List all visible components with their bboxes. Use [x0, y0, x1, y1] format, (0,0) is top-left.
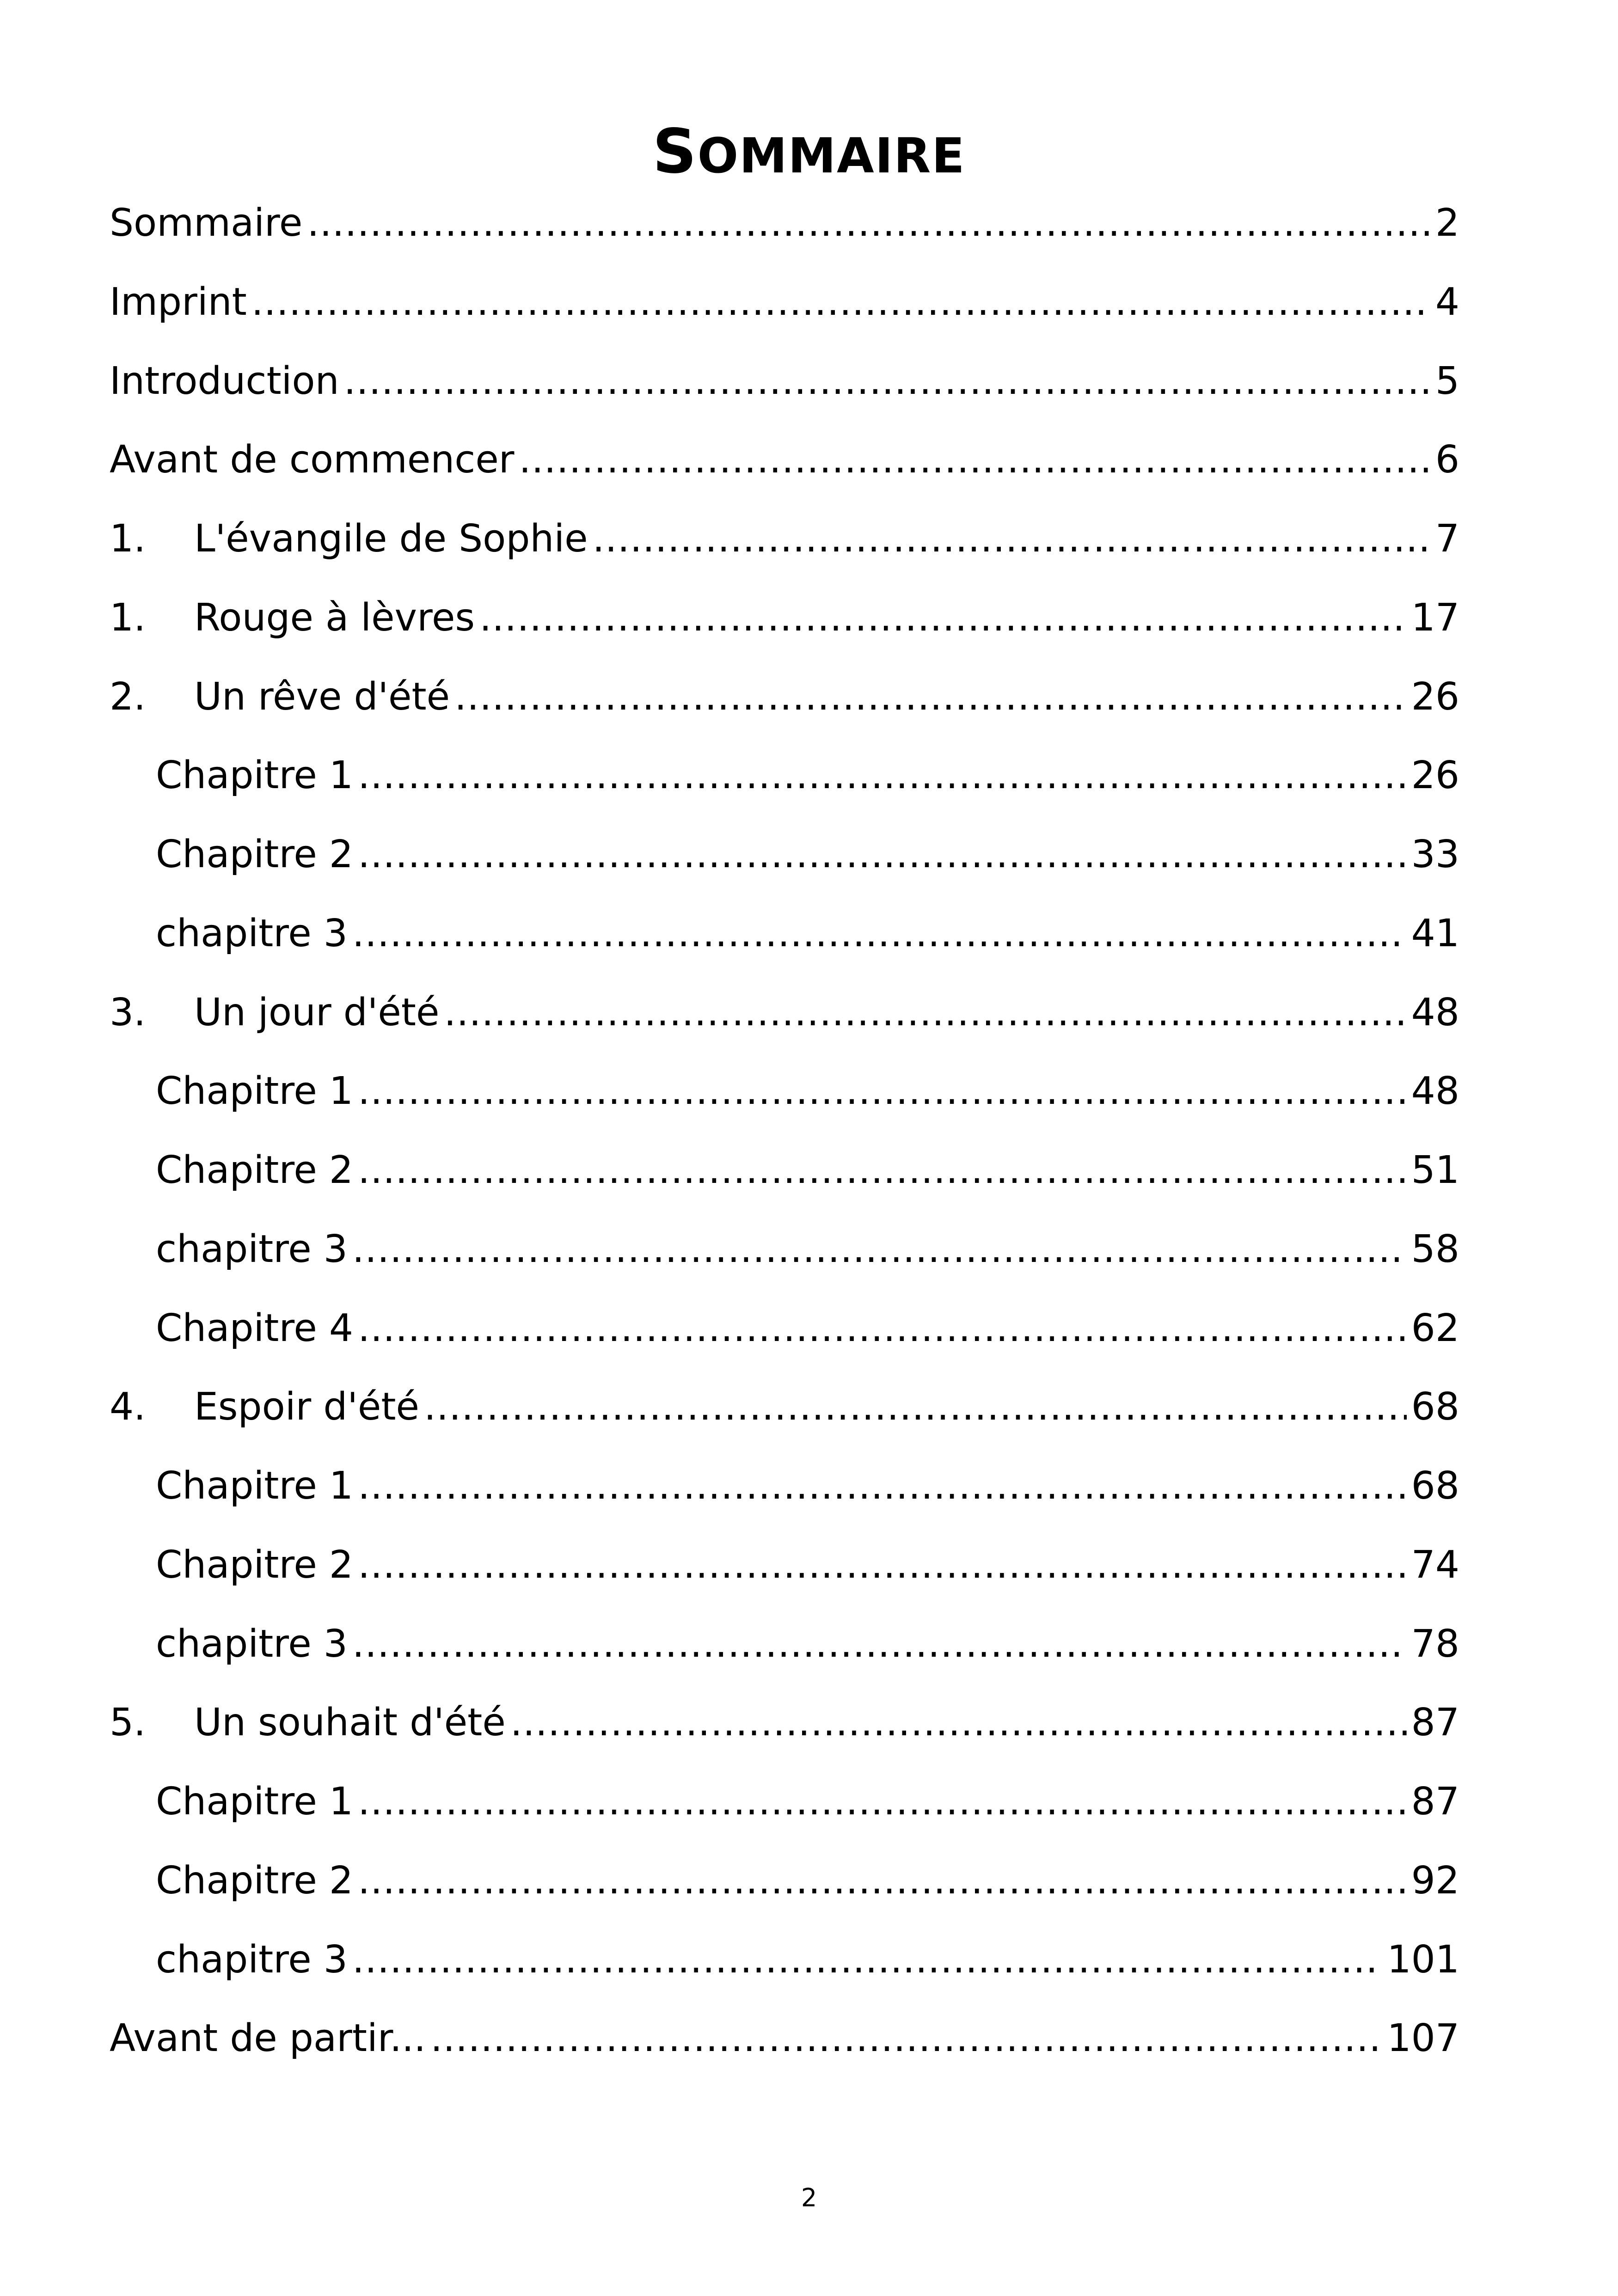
toc-dot-leader [358, 1774, 1407, 1830]
toc-dot-leader [358, 1458, 1407, 1514]
toc-entry-label: Imprint [110, 280, 247, 324]
toc-dot-leader [519, 432, 1431, 488]
toc-entry-page: 107 [1387, 2016, 1459, 2060]
toc-entry[interactable] [156, 748, 1459, 803]
toc-entry-page: 74 [1411, 1543, 1459, 1587]
toc-entry[interactable] [156, 1458, 1459, 1514]
toc-dot-leader [593, 511, 1431, 567]
toc-entry-page: 78 [1411, 1622, 1459, 1666]
toc-entry[interactable] [156, 1301, 1459, 1356]
toc-entry-label: chapitre 3 [156, 912, 348, 955]
toc-entry-label: L'évangile de Sophie [194, 517, 588, 561]
toc-entry[interactable] [156, 1616, 1459, 1672]
toc-entry-number: 2. [110, 675, 146, 719]
toc-entry-page: 48 [1411, 1069, 1459, 1113]
toc-dot-leader [510, 1695, 1407, 1751]
toc-entry[interactable] [156, 1774, 1459, 1830]
toc-entry[interactable] [156, 1537, 1459, 1593]
toc-entry-page: 41 [1411, 912, 1459, 955]
toc-entry-page: 26 [1411, 753, 1459, 797]
toc-dot-leader [358, 1537, 1407, 1593]
toc-entry[interactable] [110, 985, 1459, 1041]
toc-entry-label: Chapitre 2 [156, 1543, 354, 1587]
toc-entry-label: Chapitre 1 [156, 1780, 354, 1824]
toc-entry[interactable] [156, 1143, 1459, 1198]
toc-entry-label: Un souhait d'été [194, 1701, 506, 1745]
toc-entry-page: 58 [1411, 1227, 1459, 1271]
toc-entry-page: 87 [1411, 1780, 1459, 1824]
title-initial: S [652, 116, 698, 187]
toc-dot-leader [444, 985, 1406, 1041]
page-footer-number: 2 [801, 2183, 817, 2212]
toc-entry-page: 2 [1435, 201, 1459, 245]
toc-entry-label: chapitre 3 [156, 1622, 348, 1666]
toc-entry-number: 3. [110, 991, 146, 1035]
toc-entry-label: Introduction [110, 359, 339, 403]
toc-entry[interactable] [110, 2011, 1459, 2066]
toc-entry-label: Chapitre 1 [156, 1464, 354, 1508]
toc-dot-leader [424, 1379, 1407, 1435]
toc-entry-number: 5. [110, 1701, 146, 1745]
toc-entry[interactable] [110, 432, 1459, 488]
toc-entry-label: Chapitre 2 [156, 1859, 354, 1903]
toc-dot-leader [358, 748, 1407, 803]
toc-entry-label: Chapitre 2 [156, 833, 354, 876]
toc-dot-leader [307, 196, 1430, 251]
toc-entry[interactable] [110, 275, 1459, 330]
toc-dot-leader [358, 827, 1407, 882]
toc-entry-label: Chapitre 1 [156, 1069, 354, 1113]
toc-dot-leader [454, 669, 1407, 725]
toc-entry-label: Espoir d'été [194, 1385, 419, 1429]
toc-entry-label: Avant de partir... [110, 2016, 426, 2060]
toc-dot-leader [358, 1064, 1407, 1119]
toc-entry[interactable] [110, 1379, 1459, 1435]
toc-entry-page: 17 [1411, 596, 1459, 640]
toc-dot-leader [430, 2011, 1382, 2066]
toc-entry-page: 6 [1435, 438, 1459, 482]
toc-entry-number: 1. [110, 596, 146, 640]
toc-entry[interactable] [156, 1222, 1459, 1277]
title-rest: OMMAIRE [697, 128, 966, 184]
toc-dot-leader [358, 1143, 1407, 1198]
toc-entry-page: 7 [1435, 517, 1459, 561]
toc-entry[interactable] [110, 1695, 1459, 1751]
toc-entry-page: 48 [1411, 991, 1459, 1035]
toc-entry-number: 4. [110, 1385, 146, 1429]
toc-entry-label: chapitre 3 [156, 1938, 348, 1982]
toc-entry-page: 101 [1387, 1938, 1459, 1982]
toc-entry[interactable] [110, 354, 1459, 409]
toc-entry-page: 4 [1435, 280, 1459, 324]
toc-entry[interactable] [156, 827, 1459, 882]
toc-dot-leader [352, 1616, 1407, 1672]
toc-entry-label: Avant de commencer [110, 438, 515, 482]
toc-entry-page: 33 [1411, 833, 1459, 876]
toc-dot-leader [479, 590, 1407, 646]
toc-entry[interactable] [156, 1932, 1459, 1988]
toc-entry-page: 62 [1411, 1306, 1459, 1350]
toc-entry-label: Chapitre 2 [156, 1148, 354, 1192]
toc-entry-page: 68 [1411, 1385, 1459, 1429]
toc-entry-label: Un jour d'été [194, 991, 440, 1035]
toc-dot-leader [251, 275, 1431, 330]
toc-entry[interactable] [110, 669, 1459, 725]
toc-entry-page: 68 [1411, 1464, 1459, 1508]
toc-dot-leader [352, 1222, 1407, 1277]
toc-entry-page: 26 [1411, 675, 1459, 719]
toc-entry-number: 1. [110, 517, 146, 561]
toc-entry-page: 51 [1411, 1148, 1459, 1192]
toc-dot-leader [344, 354, 1431, 409]
toc-entry-label: Chapitre 1 [156, 753, 354, 797]
toc-entry[interactable] [110, 511, 1459, 567]
toc-entry-label: chapitre 3 [156, 1227, 348, 1271]
toc-dot-leader [358, 1301, 1407, 1356]
toc-entry-page: 92 [1411, 1859, 1459, 1903]
toc-entry[interactable] [110, 196, 1459, 251]
toc-entry-label: Sommaire [110, 201, 303, 245]
toc-entry-label: Rouge à lèvres [194, 596, 475, 640]
toc-entry[interactable] [110, 590, 1459, 646]
toc-entry[interactable] [156, 1064, 1459, 1119]
toc-entry-label: Un rêve d'été [194, 675, 450, 719]
toc-entry-label: Chapitre 4 [156, 1306, 354, 1350]
toc-entry[interactable] [156, 1853, 1459, 1909]
toc-dot-leader [352, 906, 1407, 961]
toc-entry[interactable] [156, 906, 1459, 961]
toc-entry-page: 5 [1435, 359, 1459, 403]
toc-dot-leader [358, 1853, 1407, 1909]
toc-dot-leader [352, 1932, 1383, 1988]
toc-entry-page: 87 [1411, 1701, 1459, 1745]
